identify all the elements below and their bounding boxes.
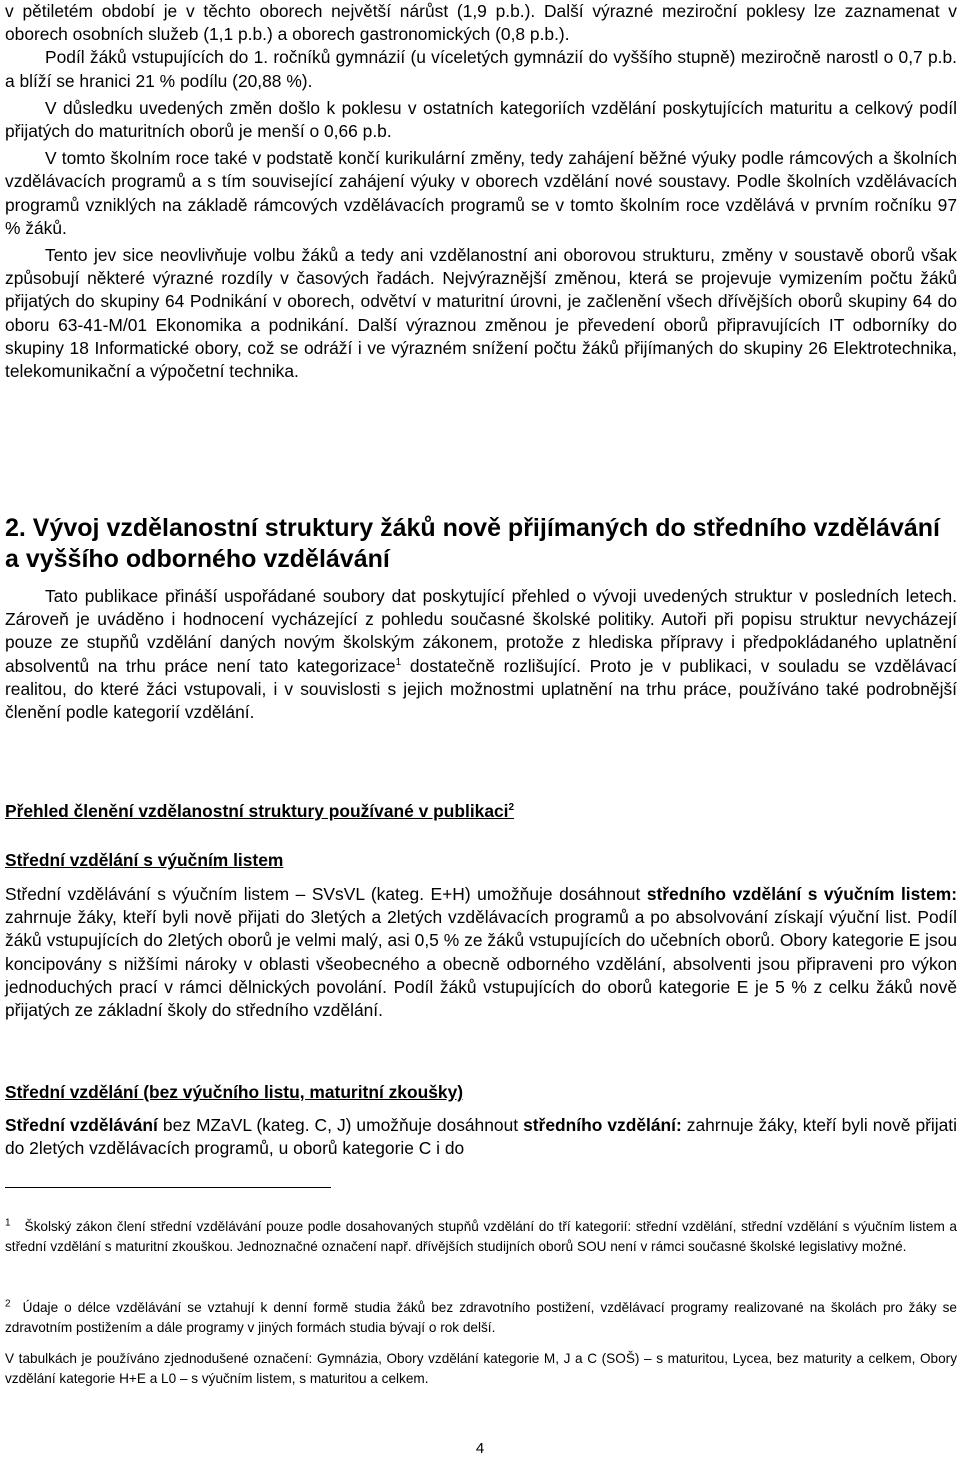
sv-heading: Střední vzdělání (bez výučního listu, maturitní zkoušky) bbox=[5, 1082, 464, 1102]
overview-heading bbox=[5, 800, 957, 823]
footnote-1-mark: 1 bbox=[5, 1217, 11, 1229]
sv-block bbox=[5, 1081, 957, 1160]
paragraph-field-changes: Tento jev sice neovlivňuje volbu žáků a tedy ani vzdělanostní ani oborovou strukturu, změny v soustavě oborů však způsobují některé výrazné rozdíly v časových řadách. Nejvýraznější změnou, která se projevuje vymizením počtu žáků přijatých do skupiny 64 Podnikání v oborech, odvětví v maturitní úrovni, je začlenění všech dřívějších oborů skupiny 64 do oboru 63-41-M/01 Ekonomika a podnikání. Další výraznou změnou je převedení oborů připravujících IT odborníky do skupiny 18 Informatické obory, což se odráží i ve výrazném snížení počtu žáků přijímaných do skupiny 26 Elektrotechnika, telekomunikační a výpočetní technika. bbox=[5, 245, 957, 382]
svvl-paragraph bbox=[5, 883, 957, 1022]
footnote-separator bbox=[5, 1187, 331, 1188]
svvl-bold: středního vzdělání s výučním listem: bbox=[646, 884, 958, 904]
sv-rest: zahrnuje žáky, kteří byli nově přijati do 2letých vzdělávacích programů, u oborů kategorie C i do bbox=[5, 1115, 957, 1159]
overview-block bbox=[5, 800, 957, 823]
footnote-ref-1: 1 bbox=[395, 656, 402, 668]
footnote-1-text: Školský zákon člení střední vzdělávání pouze podle dosahovaných stupňů vzdělání do tří kategorií: střední vzdělání, střední vzdělání s výučním listem a střední vzdělání s maturitní zkouškou. Jednoznačné označení např. dřívějších studijních oborů SOU není v rámci současné školské legislativy možné. bbox=[5, 1219, 957, 1254]
footnote-2-text: Údaje o délce vzdělávání se vztahují k denní formě studia žáků bez zdravotního postižení, vzdělávací programy realizované na školách pro žáky se zdravotním postižením a dále programy v jiných formách studia bývají o rok delší. bbox=[5, 1300, 957, 1335]
svvl-heading: Střední vzdělání s výučním listem bbox=[5, 850, 284, 870]
sv-mid: bez MZaVL (kateg. C, J) umožňuje dosáhnout bbox=[157, 1115, 524, 1135]
paragraph-curricular-changes: V tomto školním roce také v podstatě končí kurikulární změny, tedy zahájení běžné výuky podle rámcových a školních vzdělávacích programů a s tím související zahájení výuky v oborech vzdělání nové soustavy. Podle školních vzdělávacích programů vzniklých na základě rámcových vzdělávacích programů se v tomto školním roce vzdělává v prvním ročníku 97 % žáků. bbox=[5, 148, 957, 238]
section-2-heading: 2. Vývoj vzdělanostní struktury žáků nově přijímaných do středního vzdělávání a vyššího odborného vzdělávání bbox=[5, 514, 940, 573]
sv-bold-1: Střední vzdělávání bbox=[5, 1115, 158, 1135]
svvl-rest: zahrnuje žáky, kteří byli nově přijati do 3letých a 2letých vzdělávacích programů a po absolvování získají výuční list. Podíl žáků vstupujících do 2letých oborů je velmi malý, asi 0,5 % ze žáků vstupujících do učebních oborů. Obory kategorie E jsou koncipovány s nižšími nároky v oblasti všeobecného a obecně odborného vzdělání, absolventi jsou připraveni pro výkon jednoduchých prací v rámci dělnických povolání. Podíl žáků vstupujících do oborů kategorie E je 5 % z celku žáků nově přijatých ze základní školy do středního vzdělání. bbox=[5, 907, 957, 1021]
paragraph-publication-intro bbox=[5, 585, 957, 724]
intro-block bbox=[5, 0, 957, 383]
intro-text-a: Tato publikace přináší uspořádané soubory dat poskytující přehled o vývoji uvedených struktur v posledních letech. Zároveň je uváděno i hodnocení vycházející z pohledu současné školské politiky. Autoři při popisu struktur nevycházejí pouze ze stupňů vzdělání daných novým školským zákonem, protože z hlediska přípravy i předpokládaného uplatnění absolventů na trhu práce není tato kategorizace bbox=[5, 586, 957, 676]
intro-text-b: dostatečně rozlišující. Proto je v publikaci, v souladu se vzdělávací realitou, do které žáci vstupovali, i v souvislosti s jejich možnostmi uplatnění na trhu práce, používáno také podrobnější členění podle kategorií vzdělání. bbox=[5, 655, 957, 723]
footnote-2-continuation: V tabulkách je používáno zjednodušené označení: Gymnázia, Obory vzdělání kategorie M, J a C (SOŠ) – s maturitou, Lycea, bez maturity a celkem, Obory vzdělání kategorie H+E a L0 – s výučním listem, s maturitou a celkem. bbox=[5, 1351, 957, 1386]
footnote-2-mark: 2 bbox=[5, 1298, 11, 1310]
svvl-block bbox=[5, 849, 957, 1022]
footnote-1 bbox=[5, 1217, 957, 1256]
footnote-2 bbox=[5, 1298, 957, 1337]
paragraph-maturita-decline: V důsledku uvedených změn došlo k poklesu v ostatních kategoriích vzdělání poskytujících maturitu a celkový podíl přijatých do maturitních oborů je menší o 0,66 p.b. bbox=[5, 97, 957, 142]
sv-paragraph bbox=[5, 1114, 957, 1160]
sv-bold-2: středního vzdělání: bbox=[523, 1115, 682, 1135]
section-2-body bbox=[5, 585, 957, 724]
svvl-lead: Střední vzdělávání s výučním listem – SVsVL (kateg. E+H) umožňuje dosáhnout bbox=[5, 884, 647, 904]
page-number: 4 bbox=[475, 1440, 485, 1457]
footnote-ref-2: 2 bbox=[508, 802, 515, 814]
paragraph-gymnasia-share: Podíl žáků vstupujících do 1. ročníků gymnázií (u víceletých gymnázií do vyššího stupně) meziročně narostl o 0,7 p.b. a blíží se hranici 21 % podílu (20,88 %). bbox=[5, 47, 957, 91]
overview-heading-text: Přehled členění vzdělanostní struktury používané v publikaci bbox=[5, 801, 509, 821]
paragraph-continuation: v pětiletém období je v těchto oborech největší nárůst (1,9 p.b.). Další výrazné meziroční poklesy lze zaznamenat v oborech osobních služeb (1,1 p.b.) a oborech gastronomických (0,8 p.b.). bbox=[5, 1, 957, 45]
